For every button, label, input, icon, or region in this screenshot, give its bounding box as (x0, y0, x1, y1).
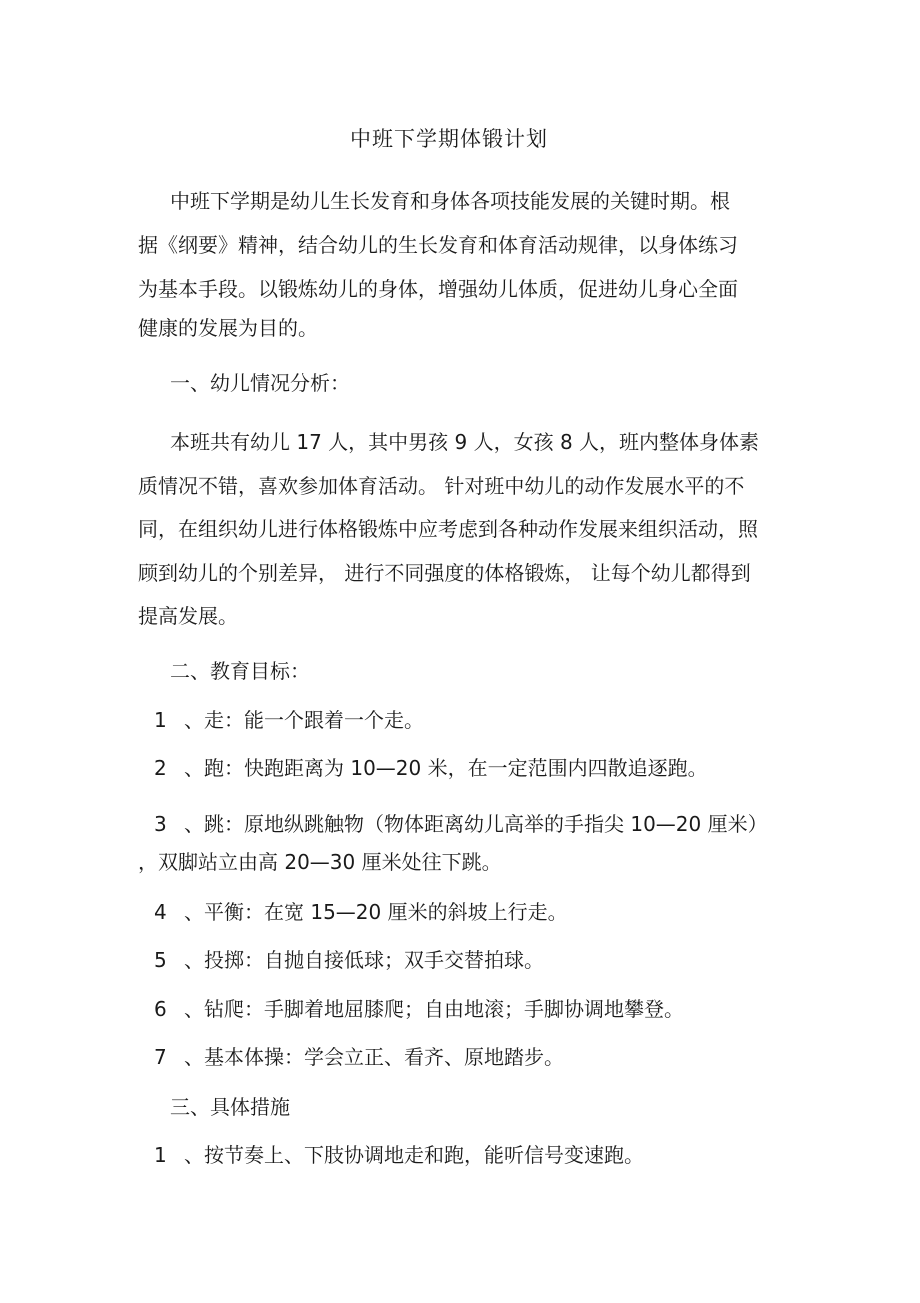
list-item (154, 897, 568, 927)
list-item-continuation: ，双脚站立由高 20—30 厘米处往下跳。 (138, 850, 502, 874)
section-heading: 三、具体措施 (170, 1095, 290, 1119)
section-heading: 二、教育目标： (170, 659, 310, 683)
list-item-text: 、走：能一个跟着一个走。 (184, 708, 424, 732)
intro-line: 据《纲要》精神，结合幼儿的生长发育和体育活动规律，以身体练习 (138, 233, 738, 257)
list-item (154, 705, 424, 735)
list-item (154, 753, 708, 783)
section-heading: 一、幼儿情况分析： (170, 371, 350, 395)
list-item-number: 5 (154, 948, 167, 972)
list-item-text: 、基本体操：学会立正、看齐、原地踏步。 (184, 1045, 564, 1069)
list-item-text: 、钻爬：手脚着地屈膝爬；自由地滚；手脚协调地攀登。 (184, 997, 684, 1021)
intro-line: 中班下学期是幼儿生长发育和身体各项技能发展的关键时期。根 (170, 189, 730, 213)
list-item (154, 1140, 644, 1170)
paragraph-line: 同，在组织幼儿进行体格锻炼中应考虑到各种动作发展来组织活动，照 (138, 517, 758, 541)
list-item-number: 2 (154, 756, 167, 780)
intro-line: 健康的发展为目的。 (138, 316, 318, 340)
list-item (154, 994, 684, 1024)
paragraph-line: 质情况不错，喜欢参加体育活动。 针对班中幼儿的动作发展水平的不 (138, 474, 745, 498)
document-title: 中班下学期体锻计划 (350, 127, 548, 151)
list-item-number: 6 (154, 997, 167, 1021)
list-item (154, 945, 544, 975)
list-item-number: 3 (154, 812, 167, 836)
list-item-text: 、投掷：自抛自接低球；双手交替拍球。 (184, 948, 544, 972)
list-item-number: 1 (154, 1143, 167, 1167)
list-item-text: 、平衡：在宽 15—20 厘米的斜坡上行走。 (184, 900, 568, 924)
paragraph-line: 本班共有幼儿 17 人，其中男孩 9 人，女孩 8 人，班内整体身体素 (170, 430, 760, 454)
list-item-text: 、按节奏上、下肢协调地走和跑，能听信号变速跑。 (184, 1143, 644, 1167)
list-item-number: 7 (154, 1045, 167, 1069)
intro-line: 为基本手段。以锻炼幼儿的身体，增强幼儿体质，促进幼儿身心全面 (138, 277, 738, 301)
paragraph-line: 顾到幼儿的个别差异， 进行不同强度的体格锻炼， 让每个幼儿都得到 (138, 561, 751, 585)
list-item (154, 1042, 564, 1072)
list-item (154, 809, 768, 839)
list-item-text: 、跑：快跑距离为 10—20 米，在一定范围内四散追逐跑。 (184, 756, 708, 780)
list-item-text: 、跳：原地纵跳触物（物体距离幼儿高举的手指尖 10—20 厘米） (184, 812, 768, 836)
paragraph-line: 提高发展。 (138, 604, 238, 628)
list-item-number: 1 (154, 708, 167, 732)
list-item-number: 4 (154, 900, 167, 924)
